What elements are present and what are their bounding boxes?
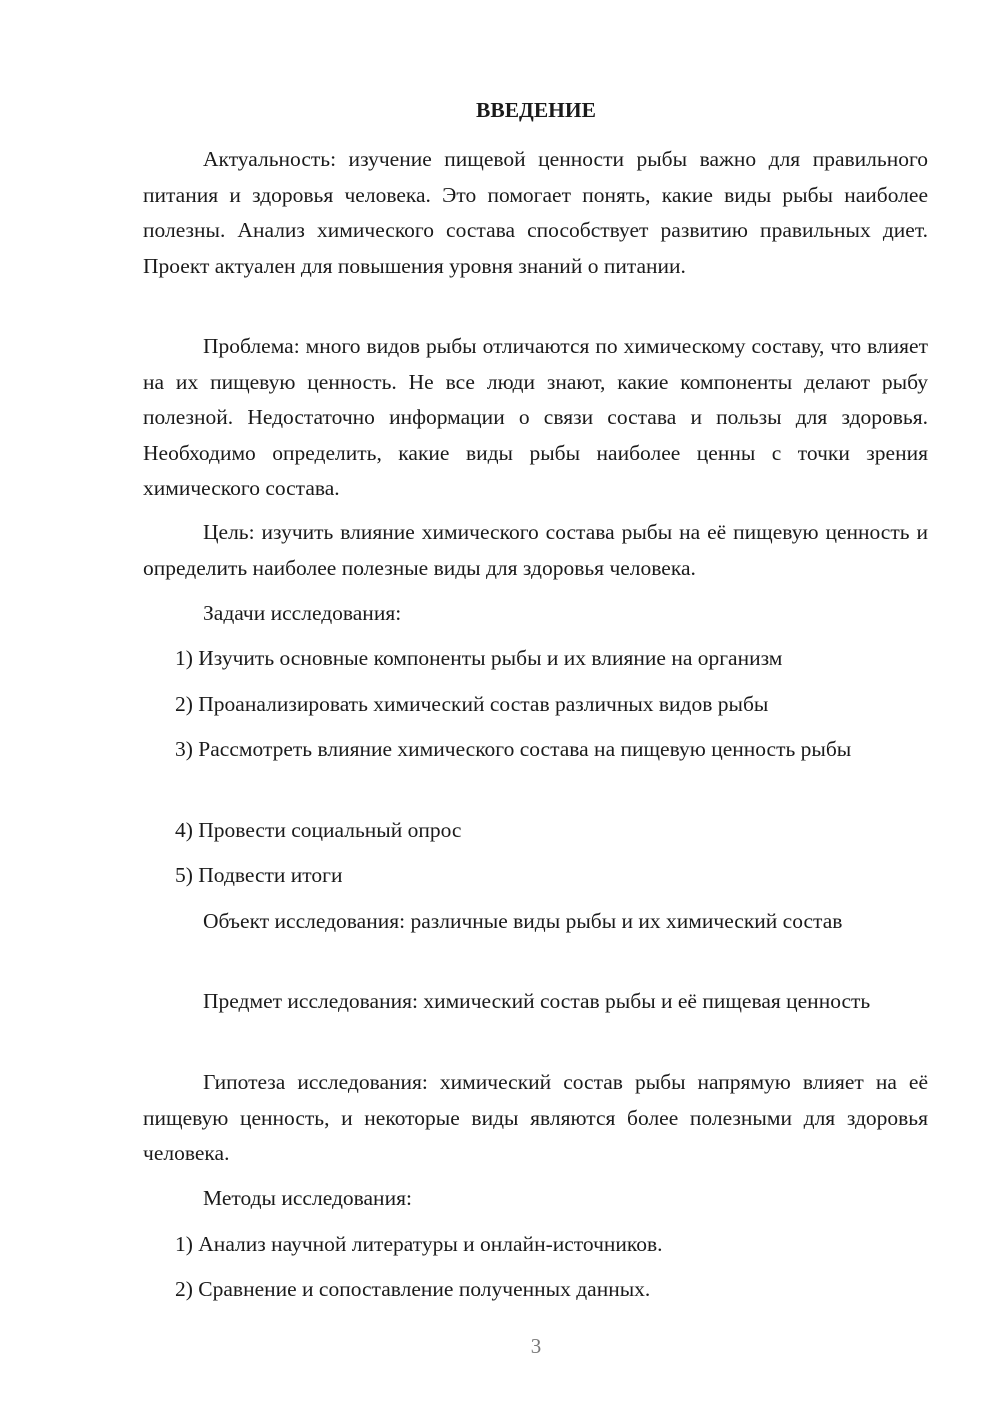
subject-paragraph: Предмет исследования: химический состав рыбы и её пищевая ценность	[203, 989, 871, 1013]
task-item-3: 3) Рассмотреть влияние химического состава на пищевую ценность рыбы	[175, 737, 852, 761]
problem-paragraph: Проблема: много видов рыбы отличаются по химическому составу, что влияет на их пищевую ценность. Не все люди знают, какие компоненты делают рыбу полезной. Недостаточно информации о связи состава и пользы для здоровья. Необходимо определить, какие виды рыбы наиболее ценны с точки зрения химического состава.	[143, 334, 928, 500]
goal-paragraph: Цель: изучить влияние химического состава рыбы на её пищевую ценность и определить наиболее полезные виды для здоровья человека.	[143, 520, 928, 580]
hypothesis-paragraph: Гипотеза исследования: химический состав рыбы напрямую влияет на её пищевую ценность, и некоторые виды являются более полезными для здоровья человека.	[143, 1070, 928, 1165]
task-item-5: 5) Подвести итоги	[175, 863, 343, 887]
method-item-1: 1) Анализ научной литературы и онлайн-источников.	[175, 1232, 663, 1256]
page-number: 3	[530, 1334, 542, 1358]
section-heading: ВВЕДЕНИЕ	[476, 98, 596, 122]
method-item-2: 2) Сравнение и сопоставление полученных данных.	[175, 1277, 651, 1301]
object-paragraph: Объект исследования: различные виды рыбы и их химический состав	[203, 909, 843, 933]
task-item-1: 1) Изучить основные компоненты рыбы и их влияние на организм	[175, 646, 783, 670]
task-item-4: 4) Провести социальный опрос	[175, 818, 462, 842]
methods-title: Методы исследования:	[203, 1186, 412, 1210]
tasks-title: Задачи исследования:	[203, 601, 402, 625]
task-item-2: 2) Проанализировать химический состав различных видов рыбы	[175, 692, 769, 716]
relevance-paragraph: Актуальность: изучение пищевой ценности рыбы важно для правильного питания и здоровья человека. Это помогает понять, какие виды рыбы наиболее полезны. Анализ химического состава способствует развитию правильных диет. Проект актуален для повышения уровня знаний о питании.	[143, 147, 928, 278]
